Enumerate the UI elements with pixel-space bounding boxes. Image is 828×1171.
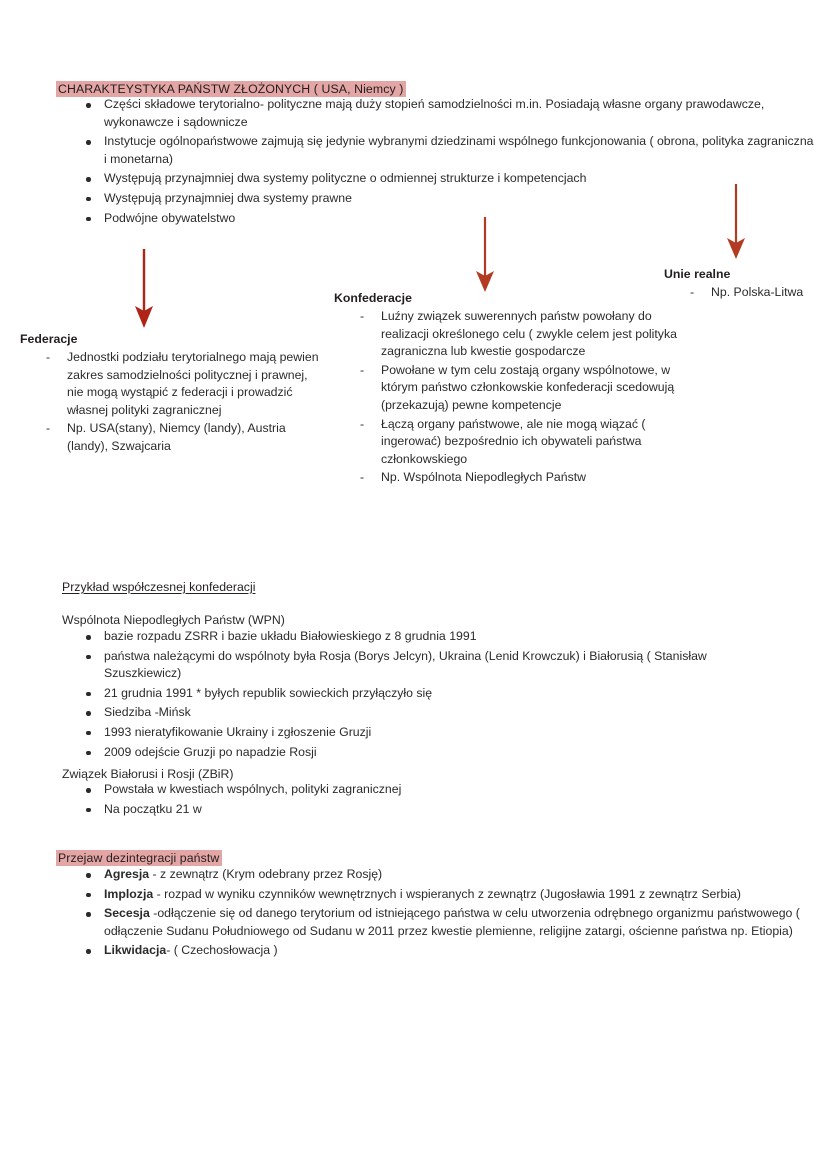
list-item: - Np. Wspólnota Niepodległych Państw — [334, 469, 684, 487]
list-item: - Np. USA(stany), Niemcy (landy), Austria (landy), Szwajcaria — [20, 420, 320, 455]
term-description: - ( Czechosłowacja ) — [166, 943, 278, 958]
unie-realne-section — [664, 267, 828, 303]
page-title-text: CHARAKTEYSTYKA PAŃSTW ZŁOŻONYCH ( USA, Niemcy ) — [56, 81, 406, 97]
list-item — [56, 905, 816, 940]
wpn-bullet-list — [56, 628, 756, 763]
konfederacje-list — [334, 308, 684, 487]
list-item — [56, 866, 816, 884]
konfederacje-section — [334, 291, 684, 488]
list-item: Na początku 21 w — [56, 801, 656, 819]
list-item: Części składowe terytorialno- polityczne mają duży stopień samodzielności m.in. Posiadają własne organy prawodawcze, wykonawcze i sądownicze — [56, 96, 816, 131]
list-item: 21 grudnia 1991 * byłych republik sowieckich przyłączyło się — [56, 685, 756, 703]
example-section-heading — [62, 578, 255, 596]
list-item: - Np. Polska-Litwa — [664, 284, 828, 302]
list-item: bazie rozpadu ZSRR i bazie układu Białowieskiego z 8 grudnia 1991 — [56, 628, 756, 646]
term-description: - z zewnątrz (Krym odebrany przez Rosję) — [149, 867, 383, 881]
list-item: państwa należącymi do wspólnoty była Rosja (Borys Jelcyn), Ukraina (Lenid Krowczuk) i Białorusią ( Stanisław Szuszkiewicz) — [56, 648, 756, 683]
list-item — [56, 886, 816, 904]
term-description: -odłączenie się od danego terytorium od istniejącego państwa w celu utworzenia odrębnego organizmu państwowego ( odłączenie Sudanu Południowego od Sudanu w 2011 przez kwestie plemienne, religijne zatargi, ościenne państwa np. Etiopia) — [104, 906, 800, 938]
zbir-title: Związek Białorusi i Rosji (ZBiR) — [62, 767, 234, 781]
federacje-section — [20, 332, 320, 457]
down-arrow-icon-federacje — [131, 249, 157, 334]
wpn-title: Wspólnota Niepodległych Państw (WPN) — [62, 613, 285, 627]
list-item — [56, 942, 816, 960]
list-item: Występują przynajmniej dwa systemy prawne — [56, 190, 816, 208]
dezintegracja-heading — [56, 849, 222, 867]
list-item: Siedziba -Mińsk — [56, 704, 756, 722]
example-section-heading-text: Przykład współczesnej konfederacji — [62, 580, 256, 594]
list-item: 2009 odejście Gruzji po napadzie Rosji — [56, 744, 756, 762]
list-item: 1993 nieratyfikowanie Ukrainy i zgłoszenie Gruzji — [56, 724, 756, 742]
term-label: Agresja — [104, 867, 150, 881]
list-item: - Jednostki podziału terytorialnego mają pewien zakres samodzielności politycznej i prawnej, nie mogą wystąpić z federacji i prowadzić własnej polityki zagranicznej — [20, 349, 320, 419]
list-item: Instytucje ogólnopaństwowe zajmują się jedynie wybranymi dziedzinami wspólnego funkcjonowania ( obrona, polityka zagraniczna i monetarna) — [56, 133, 816, 168]
down-arrow-icon-unie-realne — [723, 184, 749, 265]
zbir-bullet-list — [56, 781, 656, 820]
list-item: - Luźny związek suwerennych państw powołany do realizacji określonego celu ( zwykle celem jest polityka zagraniczna lub kwestie gospodarcze — [334, 308, 684, 361]
down-arrow-icon-konfederacje — [472, 217, 498, 298]
list-item: Podwójne obywatelstwo — [56, 210, 816, 228]
federacje-list — [20, 349, 320, 456]
term-label: Secesja — [104, 906, 150, 921]
list-item: Występują przynajmniej dwa systemy polityczne o odmiennej strukturze i kompetencjach — [56, 170, 816, 188]
dezintegracja-bullet-list — [56, 866, 816, 962]
konfederacje-heading: Konfederacje — [334, 291, 412, 305]
unie-realne-list — [664, 284, 828, 302]
list-item: Powstała w kwestiach wspólnych, polityki zagranicznej — [56, 781, 656, 799]
list-item: - Łączą organy państwowe, ale nie mogą wiązać ( ingerować) bezpośrednio ich obywateli państwa członkowskiego — [334, 416, 684, 469]
list-item: - Powołane w tym celu zostają organy wspólnotowe, w którym państwo członkowskie konfederacji scedowują (przekazują) pewne kompetencje — [334, 362, 684, 415]
intro-bullet-list — [56, 96, 816, 229]
term-label: Likwidacja — [104, 943, 167, 958]
unie-realne-heading: Unie realne — [664, 267, 731, 281]
dezintegracja-heading-text: Przejaw dezintegracji państw — [56, 850, 222, 866]
federacje-heading: Federacje — [20, 332, 78, 346]
term-description: - rozpad w wyniku czynników wewnętrznych i wspieranych z zewnątrz (Jugosławia 1991 z zewnątrz Serbia) — [153, 886, 741, 901]
term-label: Implozja — [104, 886, 154, 901]
